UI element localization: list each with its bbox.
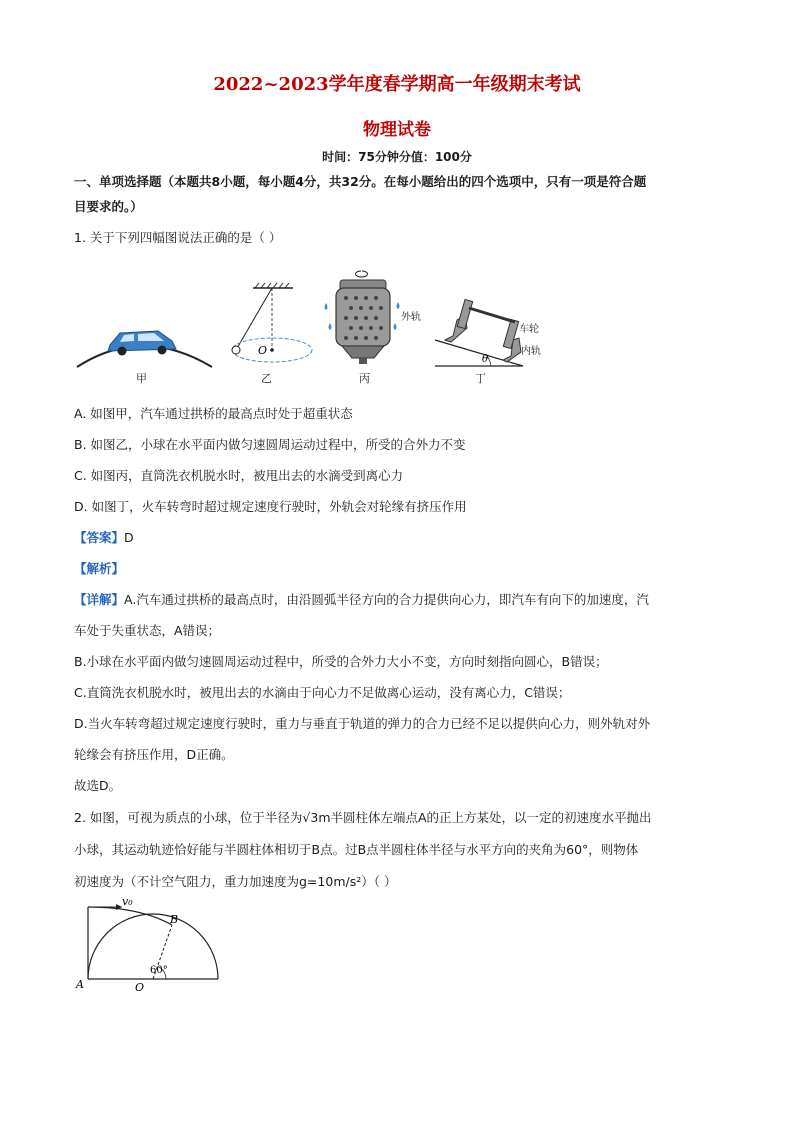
fig-label-wheel: 车轮 — [519, 324, 539, 335]
q2-stem-line2: 小球，其运动轨迹恰好能与半圆柱体相切于B点。过B点半圆柱体半径与水平方向的夹角为60°，则物体 — [74, 842, 639, 857]
q1-detail-line3: B.小球在水平面内做匀速圆周运动过程中，所受的合外力大小不变，方向时刻指向圆心，B错误； — [74, 654, 608, 669]
exam-title: 2022~2023学年度春学期高一年级期末考试 — [213, 74, 581, 95]
fig-label-o2: O — [135, 981, 145, 994]
figure-banked-track — [395, 290, 555, 370]
answer-tag: 【答案】 — [74, 530, 125, 545]
q1-option-d: D. 如图丁，火车转弯时超过规定速度行驶时，外轨会对轮缘有挤压作用 — [74, 499, 467, 514]
figure-car-bridge — [72, 315, 217, 370]
q2-stem-line1: 2. 如图，可视为质点的小球，位于半径为√3m半圆柱体左端点A的正上方某处，以一定的初速度水平抛出 — [74, 810, 652, 825]
q2-stem-line3: 初速度为（不计空气阻力，重力加速度为g=10m/s²）（ ） — [74, 874, 397, 889]
q1-analysis — [74, 559, 724, 577]
q1-detail-line1 — [74, 590, 724, 608]
q1-option-a: A. 如图甲，汽车通过拱桥的最高点时处于超重状态 — [74, 406, 353, 421]
detail-tag: 【详解】 — [74, 592, 125, 607]
fig-label-b: B — [170, 913, 179, 926]
figure-projectile-semicylinder — [70, 895, 250, 995]
fig-label-angle: 60° — [150, 965, 168, 976]
figure-conical-pendulum — [225, 282, 325, 367]
caption-ding: 丁 — [475, 372, 486, 385]
q1-detail-line5: D.当火车转弯超过规定速度行驶时，重力与垂直于轨道的弹力的合力已经不足以提供向心力，则外轨对外 — [74, 716, 651, 731]
q1-option-c: C. 如图丙，直筒洗衣机脱水时，被甩出去的水滴受到离心力 — [74, 468, 404, 483]
q1-detail-line4: C.直筒洗衣机脱水时，被甩出去的水滴由于向心力不足做离心运动，没有离心力，C错误； — [74, 685, 571, 700]
fig-label-outer-rail: 外轨 — [401, 312, 421, 323]
caption-jia: 甲 — [136, 372, 147, 385]
section-heading-line2: 目要求的。） — [74, 199, 143, 214]
fig-label-a: A — [76, 978, 84, 991]
q1-stem: 1. 关于下列四幅图说法正确的是（ ） — [74, 230, 282, 245]
answer-value: D — [124, 530, 134, 545]
car-icon — [108, 331, 176, 356]
q1-option-b: B. 如图乙，小球在水平面内做匀速圆周运动过程中，所受的合外力不变 — [74, 437, 466, 452]
caption-yi: 乙 — [261, 372, 272, 385]
q1-detail-line7: 故选D。 — [74, 778, 122, 793]
fig-label-o: O — [258, 344, 268, 357]
analysis-tag: 【解析】 — [74, 561, 125, 576]
time-score: 时间：75分钟分值：100分 — [322, 150, 472, 164]
exam-subtitle: 物理试卷 — [363, 120, 431, 140]
q1-detail-line6: 轮缘会有挤压作用，D正确。 — [74, 747, 234, 762]
fig-label-v0: v₀ — [122, 895, 133, 908]
section-heading-line1: 一、单项选择题（本题共8小题，每小题4分，共32分。在每小题给出的四个选项中，只有一项是符合题 — [74, 174, 647, 189]
fig-label-inner-rail: 内轨 — [521, 346, 541, 357]
q1-answer — [74, 528, 724, 546]
detail-text: A.汽车通过拱桥的最高点时，由沿圆弧半径方向的合力提供向心力，即汽车有向下的加速度，汽 — [124, 592, 649, 607]
rotation-arrow-icon — [356, 271, 368, 277]
q1-detail-line2: 车处于失重状态，A错误； — [74, 623, 221, 638]
fig-label-theta: θ — [482, 354, 489, 365]
caption-bing: 丙 — [359, 372, 370, 385]
